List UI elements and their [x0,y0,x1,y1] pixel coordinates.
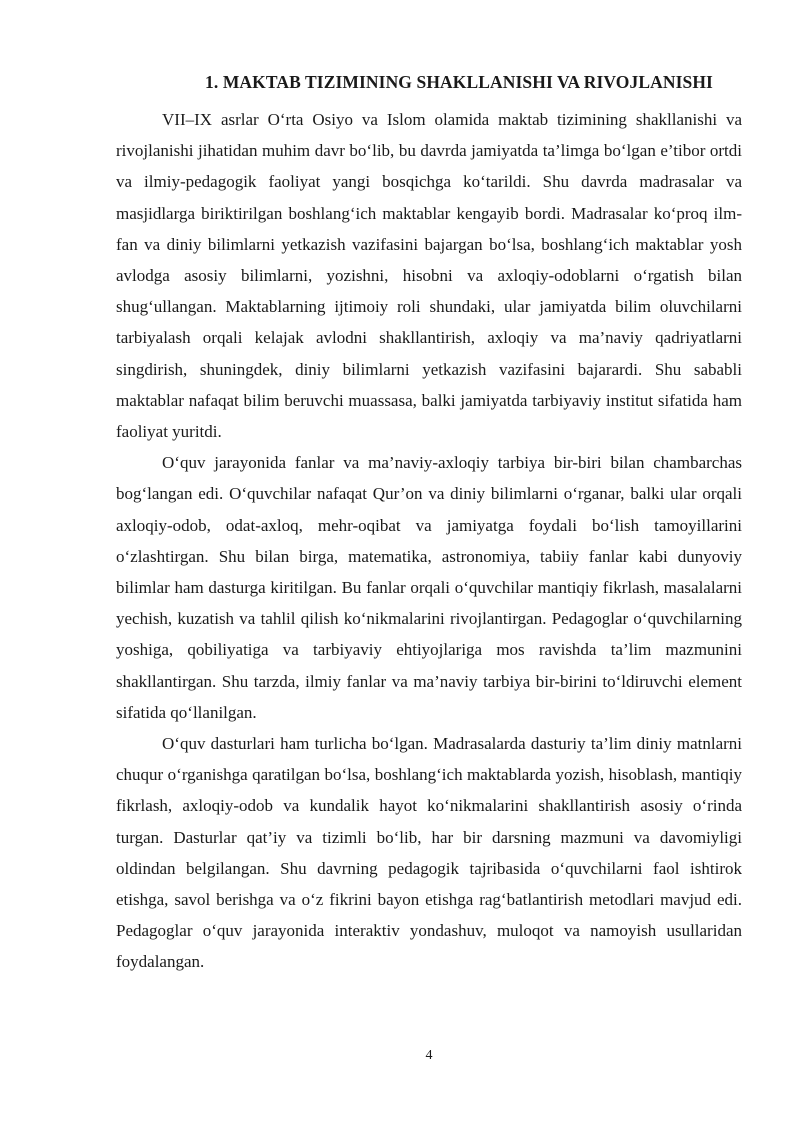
paragraph-2: O‘quv jarayonida fanlar va ma’naviy-axloqiy tarbiya bir-biri bilan chambarchas bog‘langan edi. O‘quvchilar nafaqat Qur’on va diniy bilimlarni o‘rganar, balki ular orqali axloqiy-odob, odat-axloq, mehr-oqibat va jamiyatga foydali bo‘lish tamoyillarini o‘zlashtirgan. Shu bilan birga, matematika, astronomiya, tabiiy fanlar kabi dunyoviy bilimlar ham dasturga kiritilgan. Bu fanlar orqali o‘quvchilar mantiqiy fikrlash, masalalarni yechish, kuzatish va tahlil qilish ko‘nikmalarini rivojlantirgan. Pedagoglar o‘quvchilarning yoshiga, qobiliyatiga va tarbiyaviy ehtiyojlariga mos ravishda ta’lim mazmunini shakllantirgan. Shu tarzda, ilmiy fanlar va ma’naviy tarbiya bir-birini to‘ldiruvchi element sifatida qo‘llanilgan. [116,453,742,722]
document-body [116,104,742,978]
paragraph-3: O‘quv dasturlari ham turlicha bo‘lgan. Madrasalarda dasturiy ta’lim diniy matnlarni chuqur o‘rganishga qaratilgan bo‘lsa, boshlang‘ich maktablarda yozish, hisoblash, mantiqiy fikrlash, axloqiy-odob va kundalik hayot ko‘nikmalarini shakllantirish asosiy o‘rinda turgan. Dasturlar qat’iy va tizimli bo‘lib, har bir darsning mazmuni va davomiyligi oldindan belgilangan. Shu davrning pedagogik tajribasida o‘quvchilarni faol ishtirok etishga, savol berishga va o‘z fikrini bayon etishga rag‘batlantirish metodlari mavjud edi. Pedagoglar o‘quv jarayonida interaktiv yondashuv, muloqot va namoyish usullaridan foydalangan. [116,734,742,972]
paragraph-1: VII–IX asrlar O‘rta Osiyo va Islom olamida maktab tizimining shakllanishi va rivojlanishi jihatidan muhim davr bo‘lib, bu davrda jamiyatda ta’limga bo‘lgan e’tibor ortdi va ilmiy-pedagogik faoliyat yangi bosqichga ko‘tarildi. Shu davrda madrasalar va masjidlarga biriktirilgan boshlang‘ich maktablar kengayib bordi. Madrasalar ko‘proq ilm-fan va diniy bilimlarni yetkazish vazifasini bajargan bo‘lsa, boshlang‘ich maktablar yosh avlodga asosiy bilimlarni, yozishni, hisobni va axloqiy-odoblarni o‘rgatish bilan shug‘ullangan. Maktablarning ijtimoiy roli shundaki, ular jamiyatda bilim oluvchilarni tarbiyalash orqali kelajak avlodni shakllantirish, axloqiy va ma’naviy qadriyatlarni singdirish, shuningdek, diniy bilimlarni yetkazish vazifasini bajarardi. Shu sababli maktablar nafaqat bilim beruvchi muassasa, balki jamiyatda tarbiyaviy institut sifatida ham faoliyat yuritdi. [116,110,742,442]
section-heading: 1. MAKTAB TIZIMINING SHAKLLANISHI VA RIVOJLANISHI [205,72,713,92]
document-page [116,0,742,1131]
page-number: 4 [425,1048,433,1063]
